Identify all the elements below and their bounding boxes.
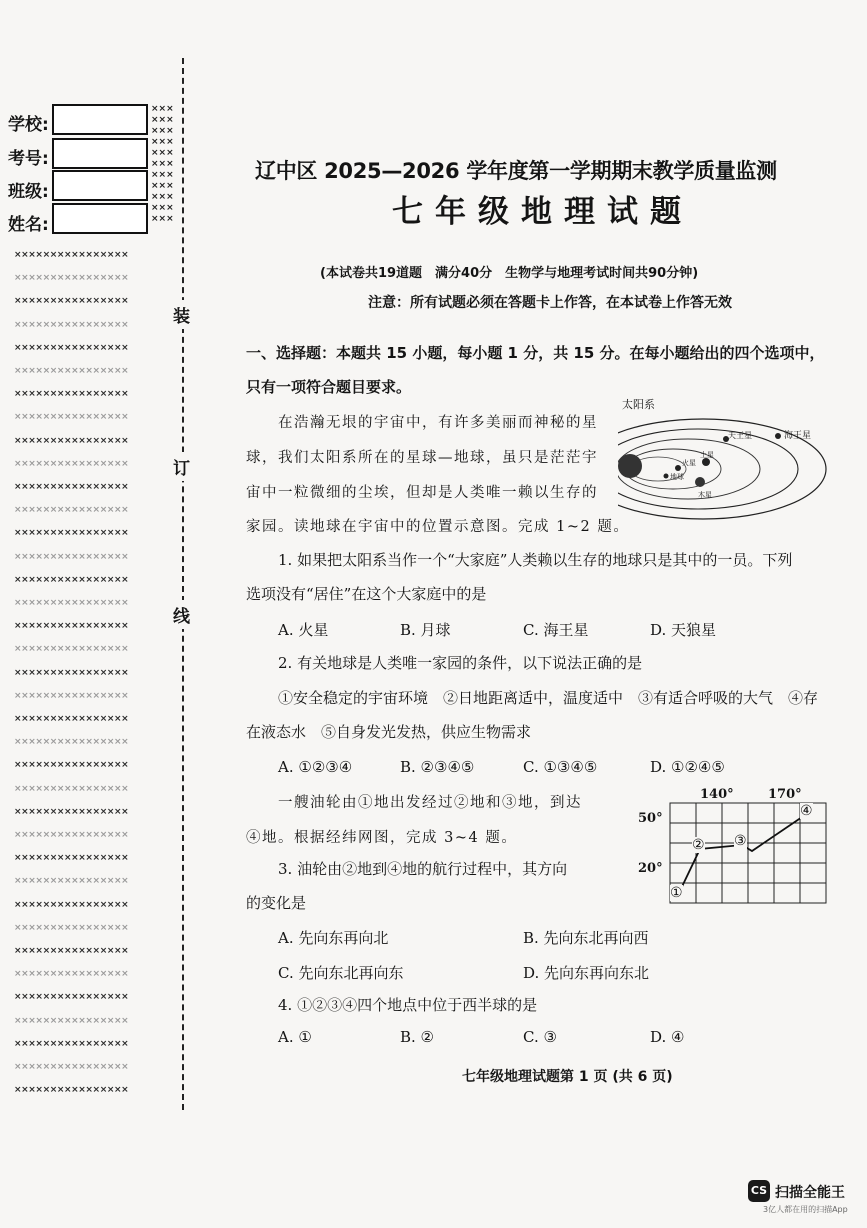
x-pattern-row: ××××××××××××××××	[14, 412, 129, 422]
q3-option-b: B. 先向东北再向西	[523, 929, 649, 947]
lat-label-50: 50°	[638, 811, 663, 826]
q3-option-d: D. 先向东再向东北	[523, 964, 650, 982]
point-2: ②	[692, 837, 705, 853]
x-pattern-row: ××××××××××××××××	[14, 598, 129, 608]
x-pattern-row: ××××××××××××××××	[14, 1016, 129, 1026]
camscanner-tagline: 3亿人都在用的扫描App	[763, 1205, 848, 1214]
q3-stem: 3. 油轮由②地到④地的航行过程中，其方向	[278, 860, 568, 878]
exam-info: (本试卷共19道题 满分40分 生物学与地理考试时间共90分钟)	[320, 266, 699, 281]
diagram-label-jupiter: 木星	[698, 491, 712, 499]
passage2-line: ④地。根据经纬网图，完成 3~4 题。	[246, 830, 518, 846]
x-pattern-row: ××××××××××××××××	[14, 343, 129, 353]
lat-label-20: 20°	[638, 861, 663, 876]
q1-option-b: B. 月球	[400, 621, 451, 639]
passage1-line: 在浩瀚无垠的宇宙中，有许多美丽而神秘的星	[278, 415, 598, 431]
x-pattern-row: ××××××××××××××××	[14, 505, 129, 515]
diagram-label-mars: 火星	[682, 459, 696, 467]
x-pattern-row: ××××××××××××××××	[14, 273, 129, 283]
q1-stem-cont: 选项没有“居住”在这个大家庭中的是	[246, 585, 487, 603]
x-pattern-row: ××××××××××××××××	[14, 644, 129, 654]
x-pattern-row: ××××××××××××××××	[14, 807, 129, 817]
x-pattern-row: ××××××××××××××××	[14, 946, 129, 956]
x-pattern-row: ××××××××××××××××	[14, 668, 129, 678]
solar-system-svg	[618, 394, 828, 534]
diagram-label-saturn: 土星	[700, 451, 714, 459]
x-pattern-row: ××××××××××××××××	[14, 714, 129, 724]
x-pattern-row: ××××××××××××××××	[14, 528, 129, 538]
x-pattern-row: ××××××××××××××××	[14, 784, 129, 794]
q2-option-b: B. ②③④⑤	[400, 758, 475, 776]
diagram-label-neptune: 海王星	[784, 431, 812, 441]
section-heading: 一、选择题：本题共 15 小题，每小题 1 分，共 15 分。在每小题给出的四个选项中，	[246, 344, 825, 362]
x-pattern-row: ××××××××××××××××	[14, 1039, 129, 1049]
x-pattern-row: ××××××××××××××××	[14, 923, 129, 933]
x-pattern-row: ××××××××××××××××	[14, 691, 129, 701]
q1-option-c: C. 海王星	[523, 621, 589, 639]
x-pattern-row: ××××××××××××××××	[14, 436, 129, 446]
q3-option-a: A. 先向东再向北	[278, 929, 389, 947]
camscanner-logo-icon: CS	[748, 1180, 770, 1202]
x-pattern-row: ××××××××××××××××	[14, 992, 129, 1002]
lon-label-170: 170°	[768, 787, 802, 802]
x-pattern-row: ××××××××××××××××	[14, 760, 129, 770]
x-pattern-row: ××××××××××××××××	[14, 482, 129, 492]
passage1-line: 家园。读地球在宇宙中的位置示意图。完成 1~2 题。	[246, 519, 630, 535]
binding-char-ding: 订	[173, 452, 190, 481]
x-pattern-row: ××××××××××××××××	[14, 969, 129, 979]
q2-option-d: D. ①②④⑤	[650, 758, 725, 776]
x-pattern-row: ××××××××××××××××	[14, 459, 129, 469]
q2-option-c: C. ①③④⑤	[523, 758, 598, 776]
q2-stem: 2. 有关地球是人类唯一家园的条件，以下说法正确的是	[278, 654, 643, 672]
x-pattern-row: ××××××××××××××××	[14, 621, 129, 631]
x-pattern-row: ××××××××××××××××	[14, 900, 129, 910]
q4-stem: 4. ①②③④四个地点中位于西半球的是	[278, 996, 538, 1014]
solar-system-diagram	[618, 394, 828, 534]
lon-label-140: 140°	[700, 787, 734, 802]
x-pattern-row: ××××××××××××××××	[14, 250, 129, 260]
diagram-label-earth: 地球	[670, 473, 684, 481]
point-4: ④	[800, 803, 813, 819]
diagram-title: 太阳系	[622, 398, 655, 411]
q4-option-a: A. ①	[278, 1028, 312, 1046]
x-pattern-row: ××××××××××××××××	[14, 876, 129, 886]
school-field[interactable]	[52, 104, 148, 135]
exam-notice: 注意：所有试题必须在答题卡上作答，在本试卷上作答无效	[368, 295, 732, 311]
x-pattern-row: ××××××××××××××××	[14, 552, 129, 562]
page-footer: 七年级地理试题第 1 页 (共 6 页)	[462, 1069, 673, 1085]
x-pattern-row: ××××××××××××××××	[14, 320, 129, 330]
binding-dashed-line	[182, 58, 184, 1110]
class-field[interactable]	[52, 170, 148, 201]
x-pattern-row: ××××××××××××××××	[14, 575, 129, 585]
q4-option-b: B. ②	[400, 1028, 435, 1046]
x-pattern-row: ××××××××××××××××	[14, 296, 129, 306]
name-field[interactable]	[52, 203, 148, 234]
x-pattern-row: ××××××××××××××××	[14, 389, 129, 399]
point-1: ①	[670, 885, 683, 901]
q2-option-a: A. ①②③④	[278, 758, 353, 776]
q4-option-d: D. ④	[650, 1028, 685, 1046]
q2-stem-cont2: 在液态水 ⑤自身发光发热，供应生物需求	[246, 723, 532, 741]
binding-char-zhuang: 装	[173, 300, 190, 329]
q1-option-d: D. 天狼星	[650, 621, 717, 639]
q3-stem-cont: 的变化是	[246, 894, 307, 912]
exam-title: 辽中区 2025—2026 学年度第一学期期末教学质量监测	[255, 159, 777, 183]
x-pattern-row: ××××××××××××××××	[14, 1085, 129, 1095]
x-column: ××× ××× ××× ××× ××× ××× ××× ××× ××× ××× ×××	[151, 104, 174, 224]
x-pattern-row: ××××××××××××××××	[14, 366, 129, 376]
passage2-line: 一艘油轮由①地出发经过②地和③地，到达	[278, 795, 582, 811]
q1-stem: 1. 如果把太阳系当作一个“大家庭”人类赖以生存的地球只是其中的一员。下列	[278, 551, 793, 569]
x-pattern-row: ××××××××××××××××	[14, 1062, 129, 1072]
passage1-line: 宙中一粒微细的尘埃，但却是人类唯一赖以生存的	[246, 485, 598, 501]
binding-char-xian: 线	[173, 600, 190, 629]
diagram-label-uranus: 天王星	[728, 431, 752, 440]
point-3: ③	[734, 833, 747, 849]
q3-option-c: C. 先向东北再向东	[278, 964, 404, 982]
x-pattern-row: ××××××××××××××××	[14, 830, 129, 840]
exam-number-label: 考号:	[8, 149, 49, 169]
lat-lon-grid-map	[632, 787, 832, 907]
section-heading-cont: 只有一项符合题目要求。	[246, 378, 412, 396]
x-pattern-row: ××××××××××××××××	[14, 737, 129, 747]
class-label: 班级:	[8, 182, 49, 202]
q1-option-a: A. 火星	[278, 621, 329, 639]
name-label: 姓名:	[8, 215, 49, 235]
exam-number-field[interactable]	[52, 138, 148, 169]
passage1-line: 球，我们太阳系所在的星球—地球，虽只是茫茫宇	[246, 450, 598, 466]
exam-subtitle: 七年级地理试题	[392, 194, 693, 230]
q4-option-c: C. ③	[523, 1028, 557, 1046]
x-pattern-row: ××××××××××××××××	[14, 853, 129, 863]
camscanner-name: 扫描全能王	[775, 1185, 845, 1201]
q2-stem-cont: ①安全稳定的宇宙环境 ②日地距离适中，温度适中 ③有适合呼吸的大气 ④存	[278, 689, 819, 707]
school-label: 学校:	[8, 115, 49, 135]
